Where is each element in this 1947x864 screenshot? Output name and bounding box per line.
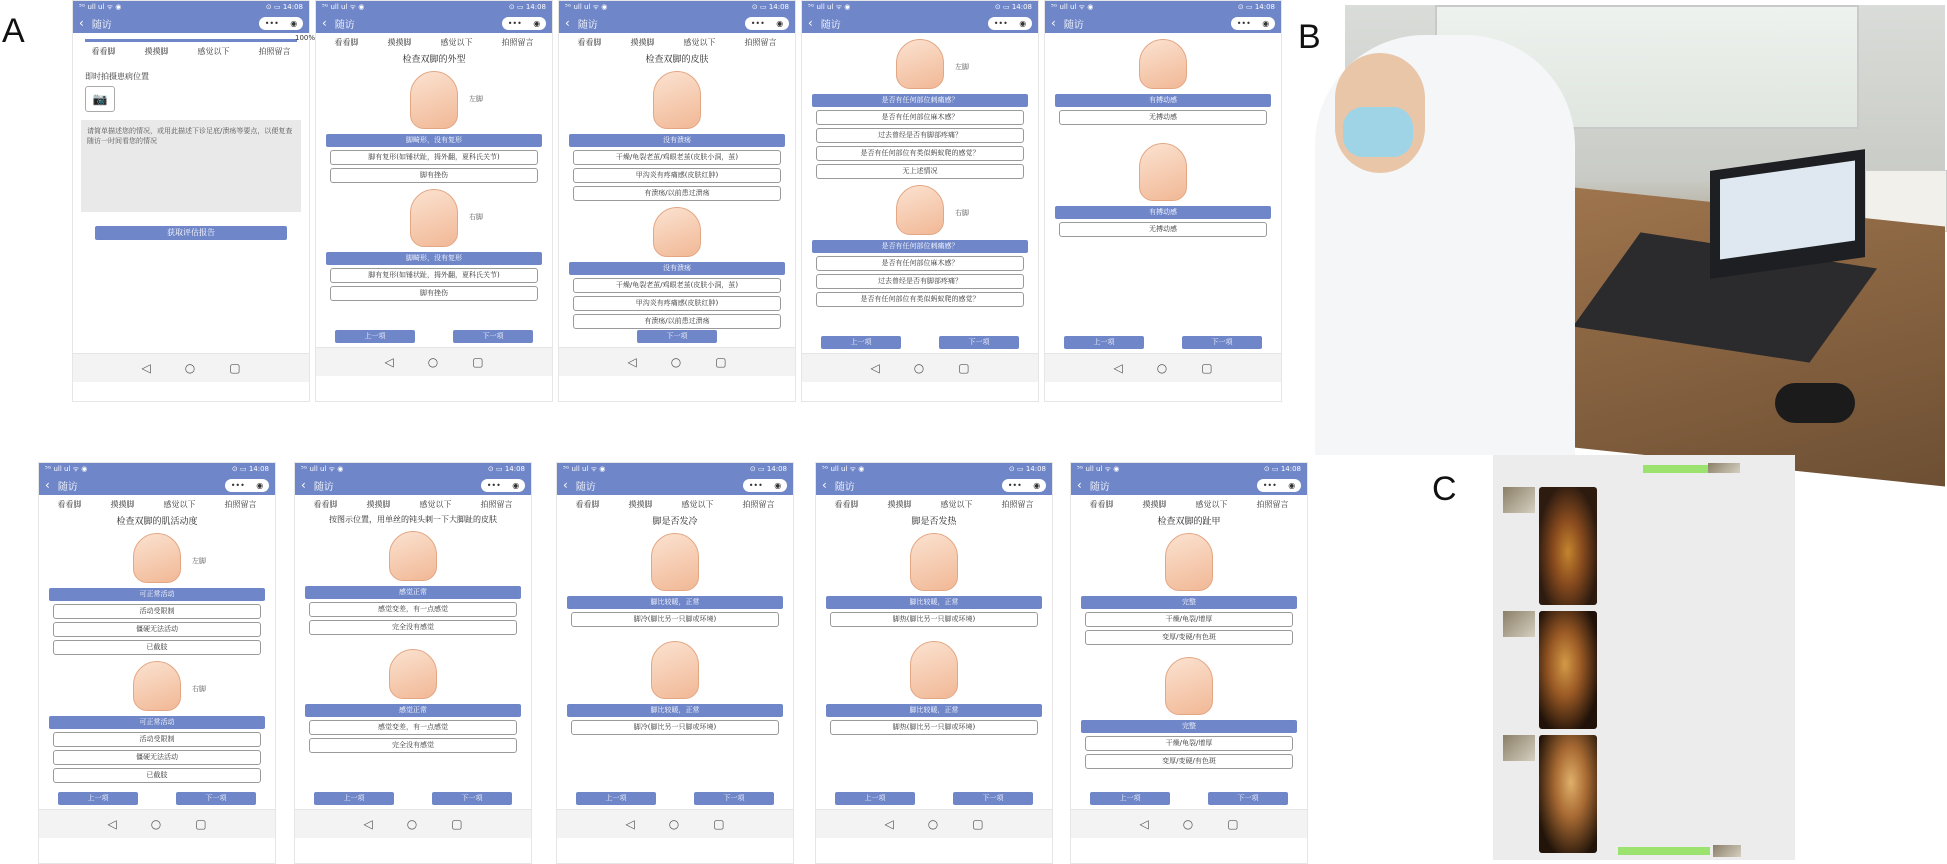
sys-home-icon[interactable]: ○ <box>1156 361 1168 375</box>
foot-label: 左脚 <box>192 557 206 565</box>
foot-label: 右脚 <box>469 213 483 221</box>
foot-illustration <box>910 641 958 699</box>
tab-touch[interactable]: 摸摸脚 <box>887 500 912 509</box>
mini-program-capsule[interactable] <box>743 479 787 492</box>
answer-option[interactable]: 脚热(脚比另一只脚或环境) <box>830 720 1038 735</box>
system-nav-bar <box>39 809 275 838</box>
tab-touch[interactable]: 摸摸脚 <box>144 47 169 56</box>
tab-feel[interactable]: 感觉以下 <box>163 500 196 509</box>
tab-photo[interactable]: 拍照留言 <box>258 47 291 56</box>
close-circle-icon[interactable]: ◉ <box>1019 18 1027 28</box>
answer-option[interactable]: 活动受限制 <box>53 604 261 619</box>
tab-touch[interactable]: 摸摸脚 <box>628 500 653 509</box>
next-button[interactable]: 下一项 <box>1182 336 1262 349</box>
nav-title: 随访 <box>1089 481 1110 493</box>
panel-letter-a: A <box>2 12 25 50</box>
answer-option[interactable]: 是否有任何部位有类似蚂蚁爬的感觉？ <box>816 292 1024 307</box>
system-nav-bar <box>802 353 1038 382</box>
next-button[interactable]: 下一项 <box>637 330 717 343</box>
sys-recent-icon[interactable]: ▢ <box>451 817 463 831</box>
more-icon[interactable]: ••• <box>264 18 279 28</box>
nav-title: 随访 <box>575 481 596 493</box>
answer-option-selected[interactable]: 有搏动感 <box>1055 206 1271 219</box>
back-arrow-icon[interactable]: ‹ <box>79 16 84 30</box>
tab-photo[interactable]: 拍照留言 <box>1256 500 1289 509</box>
status-bar: ⁵ᴳ ull ul ᯤ ◉ ⊙ ▭ 14:08 <box>802 1 1038 13</box>
sys-home-icon[interactable]: ○ <box>184 361 196 375</box>
tab-look[interactable]: 看看脚 <box>577 38 602 47</box>
answer-option[interactable]: 有溃疡/以前患过溃疡 <box>573 186 781 201</box>
mini-program-capsule[interactable] <box>502 17 546 30</box>
sys-recent-icon[interactable]: ▢ <box>958 361 970 375</box>
tab-look[interactable]: 看看脚 <box>1089 500 1114 509</box>
notes-textarea[interactable]: 请简单描述您的情况，或用此描述下诊足底/溃疡等要点，以便复查随访一时间看您的情况 <box>81 120 301 212</box>
phone-screen-foot-warm <box>815 462 1053 864</box>
foot-illustration <box>653 207 701 257</box>
foot-illustration <box>1165 533 1213 591</box>
next-button[interactable]: 下一项 <box>939 336 1019 349</box>
tab-look[interactable]: 看看脚 <box>334 38 359 47</box>
foot-monofilament-illustration <box>389 531 437 581</box>
answer-option[interactable]: 已截肢 <box>53 640 261 655</box>
get-report-button[interactable]: 获取评估报告 <box>95 226 287 240</box>
sys-home-icon[interactable]: ○ <box>913 361 925 375</box>
nav-bar <box>39 475 275 495</box>
sys-back-icon[interactable]: ◁ <box>884 817 894 831</box>
right-foot-illustration <box>133 661 206 711</box>
nav-bar <box>559 13 795 33</box>
tab-bar <box>1071 495 1307 510</box>
answer-option-selected[interactable]: 脚比较暖，正常 <box>826 704 1042 717</box>
next-button[interactable]: 下一项 <box>453 330 533 343</box>
tab-photo[interactable]: 拍照留言 <box>1001 500 1034 509</box>
close-circle-icon[interactable]: ◉ <box>1033 480 1041 490</box>
nav-title: 随访 <box>91 19 112 31</box>
left-foot-illustration <box>896 39 969 89</box>
foot-illustration <box>651 641 699 699</box>
phone-screen-monofilament <box>294 462 532 864</box>
answer-option[interactable]: 过去曾经是否有脚部疼痛？ <box>816 128 1024 143</box>
left-foot-illustration <box>133 533 206 583</box>
prev-button[interactable]: 上一项 <box>821 336 901 349</box>
answer-option-selected[interactable]: 脚比较暖，正常 <box>567 704 783 717</box>
answer-option-selected[interactable]: 脚畸形，没有复形 <box>326 134 542 147</box>
tab-feel[interactable]: 感觉以下 <box>681 500 714 509</box>
next-button[interactable]: 下一项 <box>432 792 512 805</box>
back-arrow-icon[interactable]: ‹ <box>822 478 827 492</box>
sys-back-icon[interactable]: ◁ <box>1139 817 1149 831</box>
answer-option[interactable]: 是否有任何部位麻木感？ <box>816 110 1024 125</box>
nav-title: 随访 <box>820 19 841 31</box>
answer-option-selected[interactable]: 完整 <box>1081 720 1297 733</box>
answer-option-selected[interactable]: 有搏动感 <box>1055 94 1271 107</box>
nav-bar <box>295 475 531 495</box>
foot-label: 左脚 <box>955 63 969 71</box>
foot-label: 左脚 <box>469 95 483 103</box>
phone-screen-foot-skin <box>558 0 796 402</box>
back-arrow-icon[interactable]: ‹ <box>1077 478 1082 492</box>
right-foot-illustration <box>896 185 969 235</box>
tab-touch[interactable]: 摸摸脚 <box>1142 500 1167 509</box>
tab-feel[interactable]: 感觉以下 <box>419 500 452 509</box>
wound-photo[interactable] <box>1539 735 1597 853</box>
more-icon[interactable]: ••• <box>993 18 1008 28</box>
foot-monofilament-illustration <box>389 649 437 699</box>
tab-look[interactable]: 看看脚 <box>575 500 600 509</box>
answer-option[interactable]: 变厚/变硬/有色斑 <box>1085 630 1293 645</box>
foot-label: 右脚 <box>955 209 969 217</box>
answer-option-selected[interactable]: 感觉正常 <box>305 586 521 599</box>
sys-back-icon[interactable]: ◁ <box>384 355 394 369</box>
prev-button[interactable]: 上一项 <box>1064 336 1144 349</box>
wound-photo[interactable] <box>1539 611 1597 729</box>
question-heading: 检查双脚的皮肤 <box>645 55 709 65</box>
sys-home-icon[interactable]: ○ <box>1182 817 1194 831</box>
sys-back-icon[interactable]: ◁ <box>870 361 880 375</box>
answer-option[interactable]: 僵硬无法活动 <box>53 622 261 637</box>
prev-button[interactable]: 上一项 <box>335 330 415 343</box>
tab-look[interactable]: 看看脚 <box>834 500 859 509</box>
prev-button[interactable]: 上一项 <box>58 792 138 805</box>
nav-title: 随访 <box>313 481 334 493</box>
answer-option[interactable]: 完全没有感觉 <box>309 738 517 753</box>
answer-option[interactable]: 干燥/龟裂老茧/鸡眼老茧(皮肤小洞，茧) <box>573 278 781 293</box>
status-bar: ⁵ᴳ ull ul ᯤ ◉ ⊙ ▭ 14:08 <box>1045 1 1281 13</box>
tab-bar <box>557 495 793 510</box>
system-nav-bar <box>1045 353 1281 382</box>
phone-screen-mobility <box>38 462 276 864</box>
phone-screen-toenails <box>1070 462 1308 864</box>
prev-button[interactable]: 上一项 <box>835 792 915 805</box>
answer-option-selected[interactable]: 可正常活动 <box>49 588 265 601</box>
avatar <box>1713 845 1741 857</box>
status-bar: ⁵ᴳ ull ul ᯤ ◉ ⊙ ▭ 14:08 <box>39 463 275 475</box>
answer-option[interactable]: 甲沟炎有疼痛感(皮肤红肿) <box>573 296 781 311</box>
sys-recent-icon[interactable]: ▢ <box>195 817 207 831</box>
sys-back-icon[interactable]: ◁ <box>107 817 117 831</box>
foot-illustration <box>651 533 699 591</box>
system-nav-bar <box>295 809 531 838</box>
close-circle-icon[interactable]: ◉ <box>512 480 520 490</box>
answer-option[interactable]: 无搏动感 <box>1059 222 1267 237</box>
status-bar: ⁵ᴳ ull ul ᯤ ◉ ⊙ ▭ 14:08 <box>816 463 1052 475</box>
answer-option[interactable]: 干燥/龟裂/增厚 <box>1085 736 1293 751</box>
tab-bar <box>73 42 309 57</box>
phone-screen-foot-sensation <box>801 0 1039 402</box>
tab-bar <box>559 33 795 48</box>
foot-illustration <box>1165 657 1213 715</box>
answer-option-selected[interactable]: 感觉正常 <box>305 704 521 717</box>
nav-title: 随访 <box>57 481 78 493</box>
answer-option[interactable]: 完全没有感觉 <box>309 620 517 635</box>
system-nav-bar <box>316 347 552 376</box>
answer-option[interactable]: 已截肢 <box>53 768 261 783</box>
laptop-screen <box>1710 149 1865 279</box>
system-nav-bar <box>1071 809 1307 838</box>
prev-button[interactable]: 上一项 <box>314 792 394 805</box>
close-circle-icon[interactable]: ◉ <box>290 18 298 28</box>
mini-program-capsule[interactable] <box>988 17 1032 30</box>
question-heading: 按图示位置，用单丝的钝头刺一下大脚趾的皮肤 <box>329 515 497 524</box>
tab-photo[interactable]: 拍照留言 <box>480 500 513 509</box>
more-icon[interactable]: ••• <box>486 480 501 490</box>
sys-home-icon[interactable]: ○ <box>670 355 682 369</box>
back-arrow-icon[interactable]: ‹ <box>322 16 327 30</box>
status-bar: ⁵ᴳ ull ul ᯤ ◉ ⊙ ▭ 14:08 <box>295 463 531 475</box>
answer-option-selected[interactable]: 可正常活动 <box>49 716 265 729</box>
tab-photo[interactable]: 拍照留言 <box>224 500 257 509</box>
tab-photo[interactable]: 拍照留言 <box>744 38 777 47</box>
more-icon[interactable]: ••• <box>750 18 765 28</box>
answer-option[interactable]: 感觉变差，有一点感觉 <box>309 720 517 735</box>
next-button[interactable]: 下一项 <box>953 792 1033 805</box>
nav-bar <box>802 13 1038 33</box>
avatar <box>1503 487 1535 513</box>
more-icon[interactable]: ••• <box>1262 480 1277 490</box>
answer-option[interactable]: 是否有任何部位有类似蚂蚁爬的感觉？ <box>816 146 1024 161</box>
status-bar: ⁵ᴳ ull ul ᯤ ◉ ⊙ ▭ 14:08 <box>559 1 795 13</box>
answer-option[interactable]: 脚冷(脚比另一只脚或环境) <box>571 720 779 735</box>
mini-program-capsule[interactable] <box>259 17 303 30</box>
sys-home-icon[interactable]: ○ <box>927 817 939 831</box>
left-foot-illustration <box>410 71 483 129</box>
answer-option-selected[interactable]: 没有溃疡 <box>569 262 785 275</box>
answer-option[interactable]: 无搏动感 <box>1059 110 1267 125</box>
close-circle-icon[interactable]: ◉ <box>533 18 541 28</box>
mini-program-capsule[interactable] <box>481 479 525 492</box>
close-circle-icon[interactable]: ◉ <box>1288 480 1296 490</box>
foot-pulse-illustration <box>1139 39 1187 89</box>
answer-option-selected[interactable]: 是否有任何部位刺痛感？ <box>812 240 1028 253</box>
sys-back-icon[interactable]: ◁ <box>627 355 637 369</box>
status-bar: ⁵ᴳ ull ul ᯤ ◉ ⊙ ▭ 14:08 <box>73 1 309 13</box>
answer-option[interactable]: 甲沟炎有疼痛感(皮肤红肿) <box>573 168 781 183</box>
nav-title: 随访 <box>1063 19 1084 31</box>
answer-option[interactable]: 过去曾经是否有脚部疼痛？ <box>816 274 1024 289</box>
more-icon[interactable]: ••• <box>507 18 522 28</box>
answer-option[interactable]: 感觉变差，有一点感觉 <box>309 602 517 617</box>
answer-option[interactable]: 脚冷(脚比另一只脚或环境) <box>571 612 779 627</box>
back-arrow-icon[interactable]: ‹ <box>301 478 306 492</box>
back-arrow-icon[interactable]: ‹ <box>45 478 50 492</box>
phone-screen-foot-cold <box>556 462 794 864</box>
system-nav-bar <box>557 809 793 838</box>
more-icon[interactable]: ••• <box>748 480 763 490</box>
phone-screen-foot-shape <box>315 0 553 402</box>
foot-illustration <box>653 71 701 129</box>
system-nav-bar <box>559 347 795 376</box>
more-icon[interactable]: ••• <box>1007 480 1022 490</box>
next-button[interactable]: 下一项 <box>1208 792 1288 805</box>
answer-option[interactable]: 有溃疡/以前患过溃疡 <box>573 314 781 329</box>
video-call-window <box>1720 161 1855 260</box>
tab-feel[interactable]: 感觉以下 <box>1195 500 1228 509</box>
tab-feel[interactable]: 感觉以下 <box>940 500 973 509</box>
question-heading: 脚是否发热 <box>911 517 957 527</box>
sys-home-icon[interactable]: ○ <box>406 817 418 831</box>
avatar <box>1503 735 1535 761</box>
answer-option[interactable]: 是否有任何部位麻木感？ <box>816 256 1024 271</box>
tab-look[interactable]: 看看脚 <box>313 500 338 509</box>
sys-recent-icon[interactable]: ▢ <box>1201 361 1213 375</box>
nav-title: 随访 <box>334 19 355 31</box>
nav-bar <box>1045 13 1281 33</box>
back-arrow-icon[interactable]: ‹ <box>808 16 813 30</box>
sys-back-icon[interactable]: ◁ <box>141 361 151 375</box>
tab-touch[interactable]: 摸摸脚 <box>366 500 391 509</box>
more-icon[interactable]: ••• <box>1236 18 1251 28</box>
back-arrow-icon[interactable]: ‹ <box>563 478 568 492</box>
back-arrow-icon[interactable]: ‹ <box>565 16 570 30</box>
answer-option[interactable]: 脚有挫伤 <box>330 286 538 301</box>
sys-back-icon[interactable]: ◁ <box>1113 361 1123 375</box>
tab-feel[interactable]: 感觉以下 <box>683 38 716 47</box>
close-circle-icon[interactable]: ◉ <box>1262 18 1270 28</box>
photo-label: 即时拍摄患病位置 <box>85 72 149 81</box>
next-button[interactable]: 下一项 <box>176 792 256 805</box>
status-bar: ⁵ᴳ ull ul ᯤ ◉ ⊙ ▭ 14:08 <box>557 463 793 475</box>
prev-button[interactable]: 上一项 <box>1090 792 1170 805</box>
sys-home-icon[interactable]: ○ <box>427 355 439 369</box>
tab-bar <box>816 495 1052 510</box>
chat-wound-photos <box>1493 455 1795 860</box>
mini-program-capsule[interactable] <box>745 17 789 30</box>
avatar <box>1503 611 1535 637</box>
tab-photo[interactable]: 拍照留言 <box>742 500 775 509</box>
close-circle-icon[interactable]: ◉ <box>774 480 782 490</box>
sys-recent-icon[interactable]: ▢ <box>713 817 725 831</box>
sys-home-icon[interactable]: ○ <box>668 817 680 831</box>
tab-look[interactable]: 看看脚 <box>57 500 82 509</box>
panel-letter-b: B <box>1298 18 1321 56</box>
mini-program-capsule[interactable] <box>1257 479 1301 492</box>
nav-title: 随访 <box>834 481 855 493</box>
progress-label: 100% <box>294 34 315 42</box>
nav-bar <box>316 13 552 33</box>
tab-feel[interactable]: 感觉以下 <box>440 38 473 47</box>
panel-letter-c: C <box>1432 470 1457 508</box>
photo-doctor-video-consultation <box>1345 5 1945 437</box>
nav-bar <box>816 475 1052 495</box>
system-nav-bar <box>73 353 309 382</box>
progress-bar <box>85 34 315 42</box>
system-nav-bar <box>816 809 1052 838</box>
right-foot-illustration <box>410 189 483 247</box>
face-mask <box>1343 107 1413 157</box>
sys-recent-icon[interactable]: ▢ <box>972 817 984 831</box>
status-bar: ⁵ᴳ ull ul ᯤ ◉ ⊙ ▭ 14:08 <box>316 1 552 13</box>
prev-button[interactable]: 上一项 <box>576 792 656 805</box>
answer-option[interactable]: 活动受限制 <box>53 732 261 747</box>
answer-option-selected[interactable]: 脚比较暖，正常 <box>826 596 1042 609</box>
sys-back-icon[interactable]: ◁ <box>363 817 373 831</box>
tab-touch[interactable]: 摸摸脚 <box>110 500 135 509</box>
foot-pulse-illustration <box>1139 143 1187 201</box>
answer-option[interactable]: 干燥/龟裂老茧/鸡眼老茧(皮肤小洞，茧) <box>573 150 781 165</box>
sys-recent-icon[interactable]: ▢ <box>715 355 727 369</box>
wound-photo[interactable] <box>1539 487 1597 605</box>
nav-bar <box>557 475 793 495</box>
answer-option-selected[interactable]: 脚比较暖，正常 <box>567 596 783 609</box>
answer-option-selected[interactable]: 完整 <box>1081 596 1297 609</box>
close-circle-icon[interactable]: ◉ <box>256 480 264 490</box>
sys-recent-icon[interactable]: ▢ <box>472 355 484 369</box>
answer-option-selected[interactable]: 没有溃疡 <box>569 134 785 147</box>
nav-title: 随访 <box>577 19 598 31</box>
question-heading: 检查双脚的肌活动度 <box>116 517 198 527</box>
answer-option[interactable]: 脚有复形(如锤状趾，拇外翻，夏科氏关节) <box>330 150 538 165</box>
close-circle-icon[interactable]: ◉ <box>776 18 784 28</box>
sys-recent-icon[interactable]: ▢ <box>1227 817 1239 831</box>
question-heading: 检查双脚的趾甲 <box>1157 517 1221 527</box>
tab-photo[interactable]: 拍照留言 <box>501 38 534 47</box>
question-heading: 检查双脚的外型 <box>402 55 466 65</box>
answer-option[interactable]: 无上述情况 <box>816 164 1024 179</box>
tab-look[interactable]: 看看脚 <box>91 47 116 56</box>
question-heading: 脚是否发冷 <box>652 517 698 527</box>
nav-bar <box>1071 475 1307 495</box>
more-icon[interactable]: ••• <box>230 480 245 490</box>
tab-bar <box>39 495 275 510</box>
foot-illustration <box>910 533 958 591</box>
mini-program-capsule[interactable] <box>1231 17 1275 30</box>
next-button[interactable]: 下一项 <box>694 792 774 805</box>
computer-mouse <box>1775 383 1855 423</box>
phone-screen-photo-upload <box>72 0 315 402</box>
sys-recent-icon[interactable]: ▢ <box>229 361 241 375</box>
answer-option[interactable]: 变厚/变硬/有色斑 <box>1085 754 1293 769</box>
mini-program-capsule[interactable] <box>1002 479 1046 492</box>
status-bar: ⁵ᴳ ull ul ᯤ ◉ ⊙ ▭ 14:08 <box>1071 463 1307 475</box>
avatar <box>1708 463 1740 473</box>
tab-feel[interactable]: 感觉以下 <box>197 47 230 56</box>
tab-touch[interactable]: 摸摸脚 <box>630 38 655 47</box>
answer-option[interactable]: 僵硬无法活动 <box>53 750 261 765</box>
answer-option[interactable]: 脚有复形(如锤状趾，拇外翻，夏科氏关节) <box>330 268 538 283</box>
tab-touch[interactable]: 摸摸脚 <box>387 38 412 47</box>
tab-bar <box>295 495 531 510</box>
chat-bubble-sent <box>1643 465 1711 473</box>
answer-option-selected[interactable]: 是否有任何部位刺痛感？ <box>812 94 1028 107</box>
answer-option-selected[interactable]: 脚畸形，没有复形 <box>326 252 542 265</box>
answer-option[interactable]: 脚热(脚比另一只脚或环境) <box>830 612 1038 627</box>
phone-screen-pulse <box>1044 0 1282 402</box>
camera-icon[interactable]: 📷 <box>85 86 115 112</box>
back-arrow-icon[interactable]: ‹ <box>1051 16 1056 30</box>
foot-label: 右脚 <box>192 685 206 693</box>
mini-program-capsule[interactable] <box>225 479 269 492</box>
nav-bar <box>73 13 309 33</box>
answer-option[interactable]: 干燥/龟裂/增厚 <box>1085 612 1293 627</box>
chat-bubble-sent <box>1618 847 1710 855</box>
sys-home-icon[interactable]: ○ <box>150 817 162 831</box>
sys-back-icon[interactable]: ◁ <box>625 817 635 831</box>
doctor-white-coat <box>1315 35 1575 455</box>
tab-bar <box>316 33 552 48</box>
answer-option[interactable]: 脚有挫伤 <box>330 168 538 183</box>
